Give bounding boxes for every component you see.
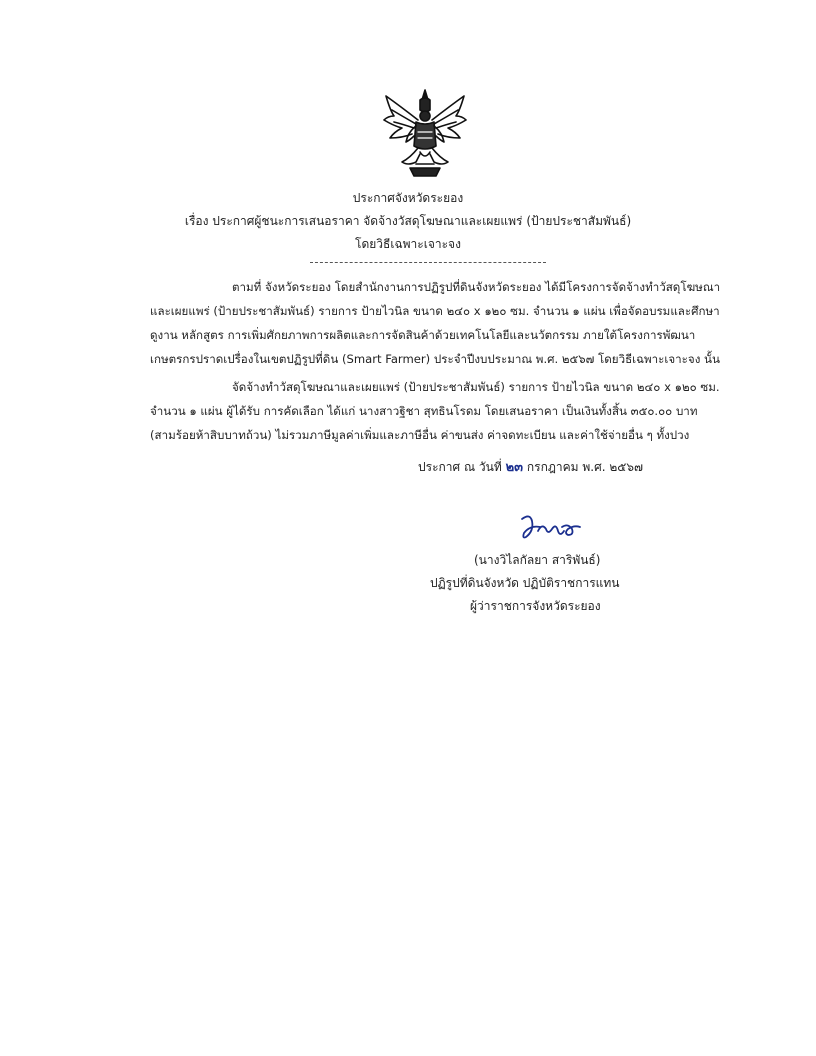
date-prefix: ประกาศ ณ วันที่ (418, 460, 502, 474)
signatory-name: (นางวิไลกัลยา สาริพันธ์) (474, 553, 601, 567)
paragraph-2-line-1: จัดจ้างทำวัสดุโฆษณาและเผยแพร่ (ป้ายประชาสัมพันธ์) รายการ ป้ายไวนิล ขนาด ๒๔๐ x ๑๒๐ ซม. (232, 380, 720, 394)
paragraph-1-line-3: ดูงาน หลักสูตร การเพิ่มศักยภาพการผลิตและการจัดสินค้าด้วยเทคโนโลยีและนวัตกรรม ภายใต้โครงการพัฒนา (150, 328, 696, 342)
paragraph-1-line-4: เกษตรกรปราดเปรื่องในเขตปฏิรูปที่ดิน (Smart Farmer) ประจำปีงบประมาณ พ.ศ. ๒๕๖๗ โดยวิธีเฉพาะเจาะจง นั้น (150, 352, 720, 366)
signatory-on-behalf-of: ผู้ว่าราชการจังหวัดระยอง (470, 599, 601, 613)
procurement-method: โดยวิธีเฉพาะเจาะจง (355, 237, 461, 251)
signatory-position: ปฏิรูปที่ดินจังหวัด ปฏิบัติราชการแทน (430, 576, 620, 590)
separator-line (310, 262, 546, 263)
paragraph-2-line-2: จำนวน ๑ แผ่น ผู้ได้รับ การคัดเลือก ได้แก่ นางสาวฐิชา สุทธินโรดม โดยเสนอราคา เป็นเงินทั้งสิ้น ๓๕๐.๐๐ บาท (150, 404, 698, 418)
paragraph-1-line-1: ตามที่ จังหวัดระยอง โดยสำนักงานการปฏิรูปที่ดินจังหวัดระยอง ได้มีโครงการจัดจ้างทำวัสดุโฆษณา (232, 280, 721, 294)
announcement-subject: เรื่อง ประกาศผู้ชนะการเสนอราคา จัดจ้างวัสดุโฆษณาและเผยแพร่ (ป้ายประชาสัมพันธ์) (184, 214, 632, 228)
date-month-year: กรกฎาคม พ.ศ. ๒๕๖๗ (526, 460, 644, 474)
date-day: ๒๓ (505, 460, 524, 475)
announcement-date (418, 459, 643, 476)
announcement-title: ประกาศจังหวัดระยอง (352, 191, 464, 205)
paragraph-2-line-3: (สามร้อยห้าสิบบาทถ้วน) ไม่รวมภาษีมูลค่าเพิ่มและภาษีอื่น ค่าขนส่ง ค่าจดทะเบียน และค่าใช้จ่ายอื่น ๆ ทั้งปวง (150, 428, 690, 442)
paragraph-1-line-2: และเผยแพร่ (ป้ายประชาสัมพันธ์) รายการ ป้ายไวนิล ขนาด ๒๔๐ x ๑๒๐ ซม. จำนวน ๑ แผ่น เพื่อจัดอบรมและศึกษา (150, 304, 720, 318)
garuda-emblem-icon (380, 86, 470, 182)
signature-icon (512, 511, 584, 543)
